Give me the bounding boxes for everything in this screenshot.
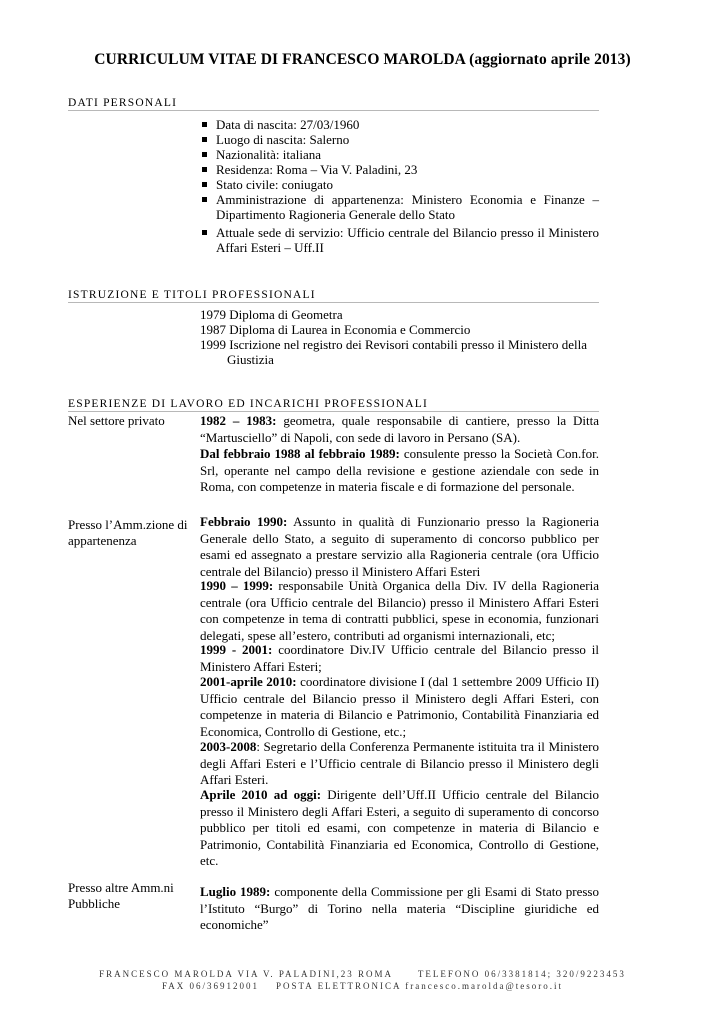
list-item: Luogo di nascita: Salerno [200, 132, 599, 147]
label-settore-privato: Nel settore privato [68, 413, 165, 428]
list-item: 1999 Iscrizione nel registro dei Revisori contabili presso il Ministero della Giustizia [200, 337, 588, 367]
list-item: Attuale sede di servizio: Ufficio centrale del Bilancio presso il Ministero Affari Esteri – Uff.II [200, 225, 599, 255]
education-list [200, 307, 600, 367]
experience-entry: 2001-aprile 2010: coordinatore divisione I (dal 1 settembre 2009 Ufficio II) Ufficio centrale del Bilancio presso il Ministero degli Affari Esteri, con competenze in materia di Bilancio e Patrimonio, Contabilità Finanziaria ed Economica, Controllo di Gestione, etc.; [200, 674, 599, 739]
bullet-square-icon [202, 137, 207, 142]
bullet-square-icon [202, 152, 207, 157]
section-heading-esperienze: ESPERIENZE DI LAVORO ED INCARICHI PROFESSIONALI [68, 398, 599, 412]
personal-data-list [200, 117, 599, 255]
bullet-square-icon [202, 122, 207, 127]
list-item: Data di nascita: 27/03/1960 [200, 117, 599, 132]
experience-entry: Dal febbraio 1988 al febbraio 1989: consulente presso la Società Con.for. Srl, operante nel campo della revisione e gestione aziendale con sede in Roma, con competenze in materia fiscale e di formazione del personale. [200, 446, 599, 495]
experience-entry: Febbraio 1990: Assunto in qualità di Funzionario presso la Ragioneria Generale dello Stato, a seguito di superamento di concorso pubblico per esami ed assegnato a prestare servizio alla Ragioneria centrale (ora Ufficio centrale del Bilancio) presso il Ministero Affari Esteri [200, 514, 599, 579]
footer-contact-line-2: FAX 06/36912001 POSTA ELETTRONICA francesco.marolda@tesoro.it [161, 981, 564, 991]
experience-entry: 1982 – 1983: geometra, quale responsabile di cantiere, presso la Ditta “Martusciello” di Napoli, con sede di lavoro in Persano (SA). [200, 413, 599, 445]
list-item: Nazionalità: italiana [200, 147, 599, 162]
bullet-square-icon [202, 230, 207, 235]
experience-entry: 2003-2008: Segretario della Conferenza Permanente istituita tra il Ministero degli Affari Esteri e l’Ufficio centrale di Bilancio presso il Ministero degli Affari Esteri. [200, 739, 599, 788]
experience-entry: 1999 - 2001: coordinatore Div.IV Ufficio centrale del Bilancio presso il Ministero Affari Esteri; [200, 642, 599, 674]
list-item: 1979 Diploma di Geometra [200, 307, 343, 322]
list-item: Amministrazione di appartenenza: Ministero Economia e Finanze – Dipartimento Ragioneria Generale dello Stato [200, 192, 599, 222]
bullet-square-icon [202, 182, 207, 187]
list-item: 1987 Diploma di Laurea in Economia e Commercio [200, 322, 471, 337]
label-altre-amministrazioni: Presso altre Amm.ni Pubbliche [68, 880, 174, 911]
experience-entry: Aprile 2010 ad oggi: Dirigente dell’Uff.II Ufficio centrale del Bilancio presso il Ministero degli Affari Esteri, a seguito di superamento di concorso pubblico per titoli ed esami, con competenze in materia di Bilancio e Patrimonio, Contabilità Finanziaria ed Economica, Controllo di Gestione, etc. [200, 787, 599, 869]
bullet-square-icon [202, 197, 207, 202]
list-item: Residenza: Roma – Via V. Paladini, 23 [200, 162, 599, 177]
document-title: CURRICULUM VITAE DI FRANCESCO MAROLDA (aggiornato aprile 2013) [94, 51, 631, 68]
list-item: Stato civile: coniugato [200, 177, 599, 192]
footer-contact-line-1: FRANCESCO MAROLDA VIA V. PALADINI,23 ROMA TELEFONO 06/3381814; 320/9223453 [99, 969, 626, 979]
section-heading-dati-personali: DATI PERSONALI [68, 97, 599, 111]
section-heading-istruzione: ISTRUZIONE E TITOLI PROFESSIONALI [68, 289, 599, 303]
experience-entry: 1990 – 1999: responsabile Unità Organica della Div. IV della Ragioneria centrale (ora Ufficio centrale del Bilancio) presso il Ministero Affari Esteri con competenze in tema di contratti pubblici, spese in economia, funzionari delegati, spese all’estero, contributi ad organismi internazionali, etc; [200, 578, 599, 643]
label-amministrazione-appartenenza: Presso l’Amm.zione di appartenenza [68, 517, 188, 548]
bullet-square-icon [202, 167, 207, 172]
experience-entry: Luglio 1989: componente della Commissione per gli Esami di Stato presso l’Istituto “Burgo” di Torino nella materia “Discipline giuridiche ed economiche” [200, 884, 599, 933]
